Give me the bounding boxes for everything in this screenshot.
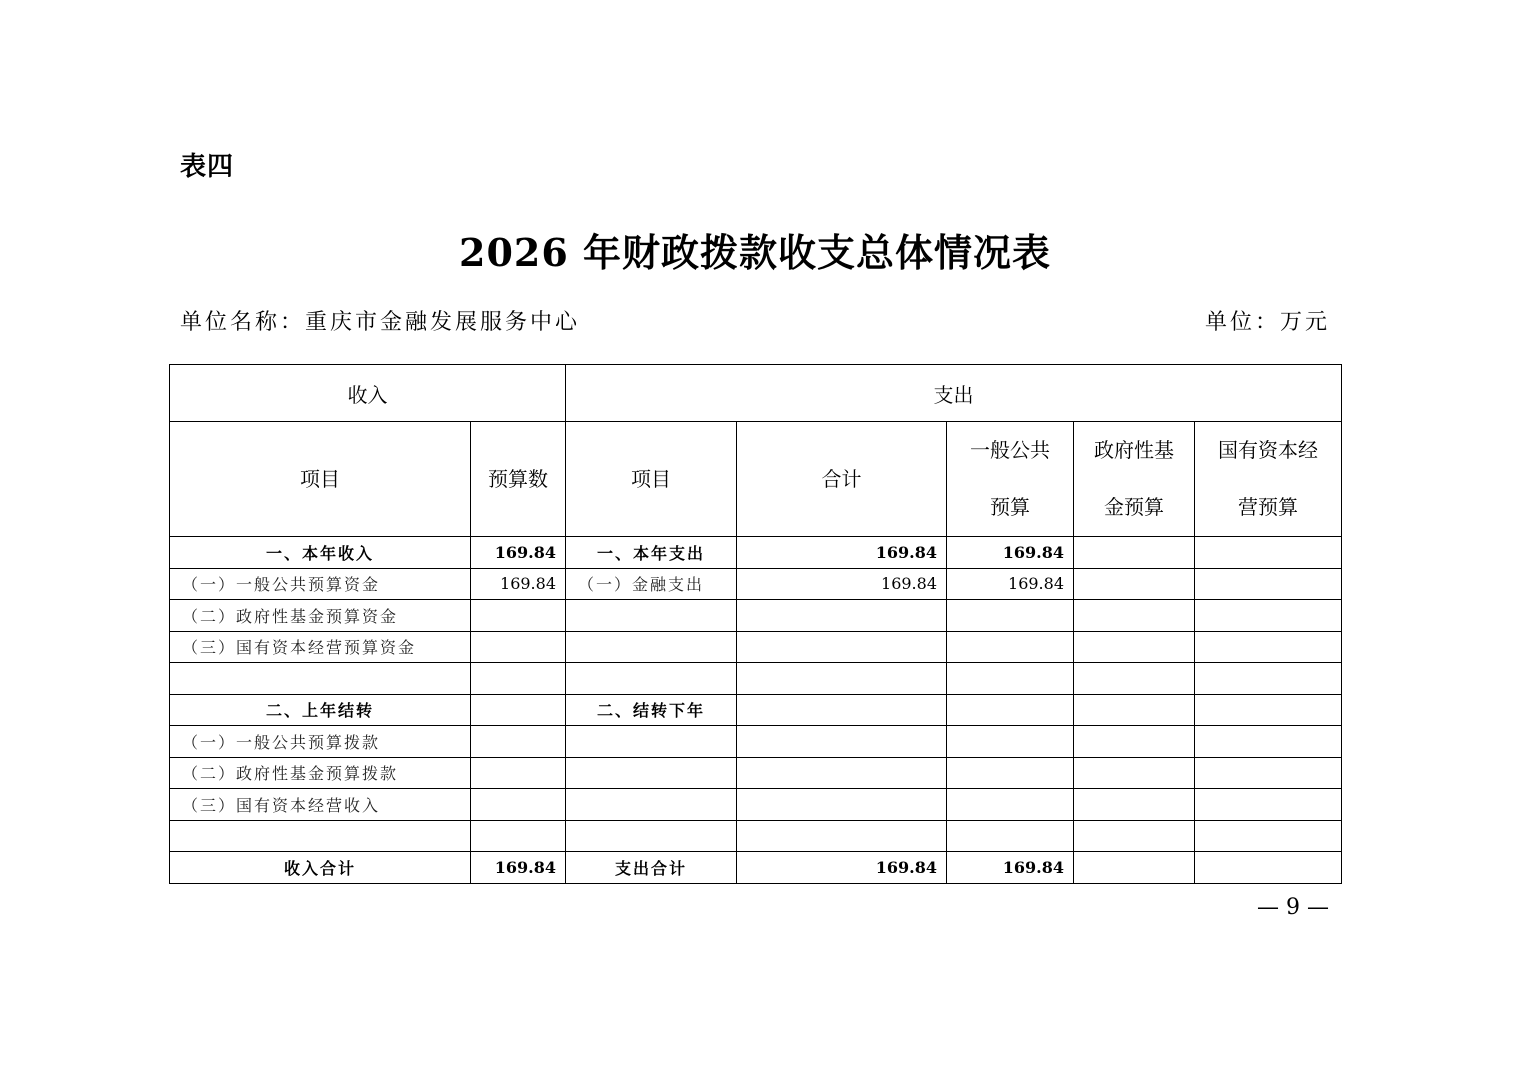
expense-item-cell: 二、结转下年 (566, 694, 737, 726)
income-amount-cell: 169.84 (471, 537, 566, 569)
table-row (170, 631, 1342, 663)
expense-item-cell: 支出合计 (566, 852, 737, 884)
general-public-cell (947, 789, 1074, 821)
expense-header: 支出 (566, 365, 1342, 422)
unit-name: 单位名称：重庆市金融发展服务中心 (180, 310, 581, 335)
gov-fund-cell (1074, 757, 1195, 789)
state-capital-cell (1195, 789, 1342, 821)
general-public-cell (947, 694, 1074, 726)
income-item-cell: （三）国有资本经营收入 (170, 789, 471, 821)
state-capital-cell (1195, 631, 1342, 663)
gov-fund-header-line2: 金预算 (1104, 495, 1164, 519)
currency-unit: 单位：万元 (1204, 310, 1330, 335)
expense-total-cell (737, 694, 947, 726)
expense-total-cell (737, 726, 947, 758)
income-amount-cell (471, 600, 566, 632)
income-budget-header: 预算数 (471, 422, 566, 537)
table-row (170, 694, 1342, 726)
gov-fund-cell (1074, 789, 1195, 821)
income-amount-cell (471, 663, 566, 695)
income-item-cell (170, 663, 471, 695)
state-capital-cell (1195, 726, 1342, 758)
general-public-cell (947, 726, 1074, 758)
unit-info-row (180, 305, 1330, 336)
expense-total-cell: 169.84 (737, 852, 947, 884)
expense-item-cell (566, 631, 737, 663)
gov-fund-cell (1074, 694, 1195, 726)
income-item-cell: （三）国有资本经营预算资金 (170, 631, 471, 663)
expense-total-cell: 169.84 (737, 568, 947, 600)
income-item-cell: （一）一般公共预算拨款 (170, 726, 471, 758)
expense-item-cell (566, 757, 737, 789)
expense-total-cell (737, 789, 947, 821)
state-capital-cell (1195, 568, 1342, 600)
general-public-header (947, 422, 1074, 537)
income-header: 收入 (170, 365, 566, 422)
gov-fund-cell (1074, 537, 1195, 569)
general-public-cell (947, 600, 1074, 632)
gov-fund-cell (1074, 568, 1195, 600)
income-amount-cell (471, 820, 566, 852)
expense-total-cell (737, 600, 947, 632)
table-row (170, 852, 1342, 884)
gov-fund-cell (1074, 820, 1195, 852)
expense-item-cell: （一）金融支出 (566, 568, 737, 600)
general-public-cell (947, 663, 1074, 695)
table-row (170, 663, 1342, 695)
general-public-header-line2: 预算 (990, 495, 1030, 519)
gov-fund-cell (1074, 663, 1195, 695)
income-amount-cell (471, 631, 566, 663)
income-item-cell (170, 820, 471, 852)
general-public-cell: 169.84 (947, 568, 1074, 600)
table-row (170, 568, 1342, 600)
state-capital-header (1195, 422, 1342, 537)
state-capital-cell (1195, 852, 1342, 884)
budget-table (169, 364, 1342, 884)
income-amount-cell (471, 789, 566, 821)
general-public-cell: 169.84 (947, 537, 1074, 569)
income-item-cell: 收入合计 (170, 852, 471, 884)
income-amount-cell: 169.84 (471, 568, 566, 600)
general-public-cell: 169.84 (947, 852, 1074, 884)
expense-item-cell: 一、本年支出 (566, 537, 737, 569)
expense-item-cell (566, 789, 737, 821)
expense-item-cell (566, 663, 737, 695)
gov-fund-cell (1074, 631, 1195, 663)
table-row (170, 600, 1342, 632)
income-amount-cell (471, 757, 566, 789)
table-row (170, 820, 1342, 852)
gov-fund-cell (1074, 600, 1195, 632)
state-capital-cell (1195, 537, 1342, 569)
header-row-1 (170, 365, 1342, 422)
income-item-cell: （二）政府性基金预算拨款 (170, 757, 471, 789)
state-capital-header-line2: 营预算 (1238, 495, 1299, 519)
state-capital-header-line1: 国有资本经 (1218, 438, 1319, 462)
gov-fund-cell (1074, 726, 1195, 758)
header-row-2 (170, 422, 1342, 537)
total-header: 合计 (737, 422, 947, 537)
table-number-label: 表四 (180, 152, 235, 182)
expense-total-cell: 169.84 (737, 537, 947, 569)
expense-item-cell (566, 600, 737, 632)
expense-total-cell (737, 820, 947, 852)
expense-total-cell (737, 757, 947, 789)
expense-item-cell (566, 820, 737, 852)
income-item-cell: （二）政府性基金预算资金 (170, 600, 471, 632)
expense-total-cell (737, 631, 947, 663)
table-row (170, 757, 1342, 789)
income-item-cell: （一）一般公共预算资金 (170, 568, 471, 600)
table-row (170, 789, 1342, 821)
income-item-header: 项目 (170, 422, 471, 537)
state-capital-cell (1195, 600, 1342, 632)
expense-item-cell (566, 726, 737, 758)
general-public-cell (947, 631, 1074, 663)
income-amount-cell: 169.84 (471, 852, 566, 884)
gov-fund-cell (1074, 852, 1195, 884)
income-amount-cell (471, 726, 566, 758)
income-amount-cell (471, 694, 566, 726)
income-item-cell: 二、上年结转 (170, 694, 471, 726)
state-capital-cell (1195, 757, 1342, 789)
table-row (170, 537, 1342, 569)
document-title: 2026 年财政拨款收支总体情况表 (459, 230, 1051, 275)
expense-item-header: 项目 (566, 422, 737, 537)
income-item-cell: 一、本年收入 (170, 537, 471, 569)
gov-fund-header-line1: 政府性基 (1094, 438, 1174, 462)
page-number: — 9 — (1257, 895, 1329, 920)
general-public-header-line1: 一般公共 (970, 438, 1050, 462)
table-row (170, 726, 1342, 758)
expense-total-cell (737, 663, 947, 695)
state-capital-cell (1195, 663, 1342, 695)
general-public-cell (947, 757, 1074, 789)
general-public-cell (947, 820, 1074, 852)
state-capital-cell (1195, 820, 1342, 852)
state-capital-cell (1195, 694, 1342, 726)
gov-fund-header (1074, 422, 1195, 537)
